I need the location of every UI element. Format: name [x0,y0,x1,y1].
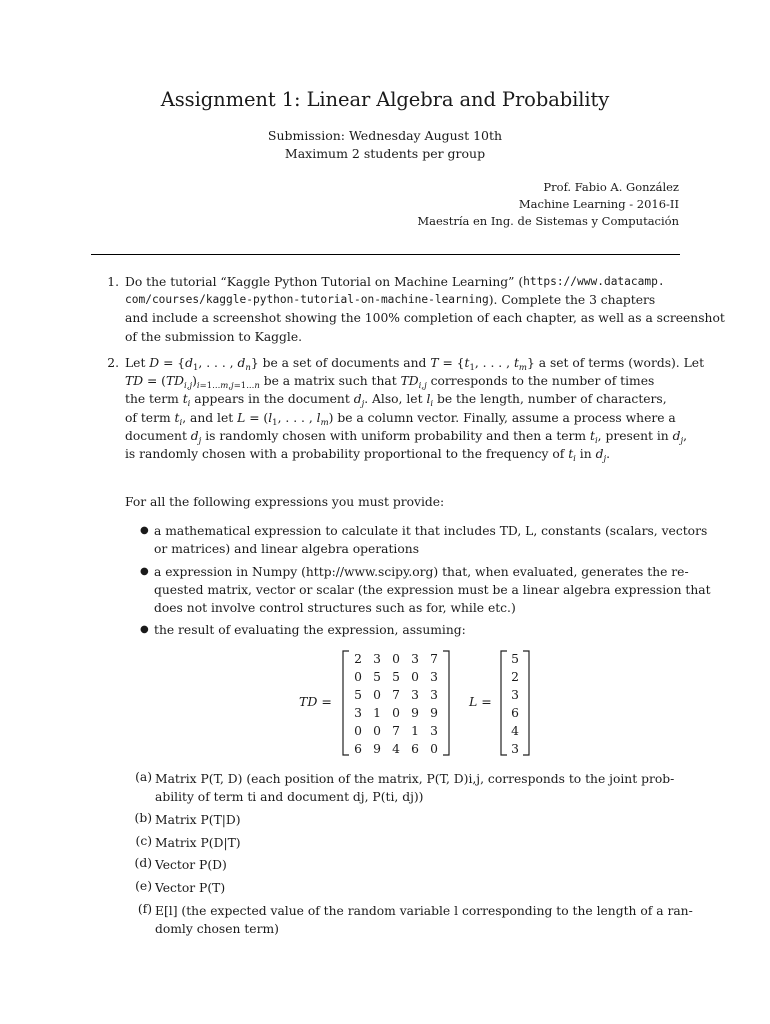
l-vector-cell: 6 [511,706,519,720]
td-matrix-cell: 3 [411,652,419,666]
bullet-line: a mathematical expression to calculate it that includes TD, L, constants (scalars, vectors [154,524,708,538]
td-matrix-cell: 4 [392,742,400,756]
subitem-line: ability of term ti and document dj, P(ti, dj)) [155,790,424,805]
td-matrix-cell: 1 [411,724,419,738]
td-matrix-cell: 1 [373,706,381,720]
bullet-line: a expression in Numpy (http://www.scipy.org) that, when evaluated, generates the re- [154,565,689,579]
author-name: Prof. Fabio A. González [543,180,679,194]
bullet-line: or matrices) and linear algebra operations [154,542,420,557]
td-matrix-cell: 0 [354,724,362,738]
subitem-d: Vector P(D) [155,858,227,872]
td-matrix-cell: 9 [430,706,438,720]
bullet-icon: ● [140,525,149,536]
program-name: Maestría en Ing. de Sistemas y Computación [417,214,679,228]
td-matrix-cell: 6 [411,742,419,756]
item-number: 1. [107,275,119,289]
td-matrix-cell: 3 [430,688,438,702]
td-matrix-cell: 9 [411,706,419,720]
td-matrix-cell: 7 [430,652,438,666]
td-matrix-cell: 0 [430,742,438,756]
course-name: Machine Learning - 2016-II [518,197,679,211]
td-matrix-cell: 0 [392,706,400,720]
subitem-label: (a) [135,770,152,784]
td-matrix-cell: 3 [354,706,362,720]
td-matrix-label: TD = [299,694,332,709]
subitem-line: Matrix P(T, D) (each position of the matrix, P(T, D)i,j, corresponds to the joint prob- [155,772,675,786]
l-vector-cell: 3 [511,688,519,702]
bullet-icon: ● [140,566,149,577]
td-matrix-cell: 9 [373,742,381,756]
td-matrix-cell: 3 [411,688,419,702]
subitem-label: (b) [134,811,152,825]
td-matrix-cell: 5 [354,688,362,702]
page-title: Assignment 1: Linear Algebra and Probability [160,88,610,111]
td-matrix-cell: 7 [392,688,400,702]
td-matrix-cell: 3 [430,724,438,738]
intro-text: For all the following expressions you must provide: [125,495,445,509]
subitem-line: domly chosen term) [155,922,279,937]
bullet-line: quested matrix, vector or scalar (the expression must be a linear algebra expression that [154,583,711,598]
item1-line: and include a screenshot showing the 100% completion of each chapter, as well as a screenshot [125,311,725,326]
submission-date: Submission: Wednesday August 10th [267,128,503,143]
td-matrix-cell: 0 [354,670,362,684]
header-rule [91,254,680,255]
l-vector-cell: 2 [511,670,519,684]
l-vector-cell: 3 [511,742,519,756]
td-matrix-cell: 0 [392,652,400,666]
subitem-label: (d) [134,856,152,870]
bullet-line: the result of evaluating the expression, assuming: [154,623,466,637]
l-vector-label: L = [469,694,492,709]
subitem-f [155,902,693,938]
td-matrix-cell: 5 [392,670,400,684]
subitem-label: (f) [137,902,152,916]
td-matrix-cell: 7 [392,724,400,738]
subitem-c: Matrix P(D|T) [155,836,241,850]
td-matrix-cell: 5 [373,670,381,684]
subitem-label: (e) [135,879,152,893]
l-vector-cell: 4 [511,724,519,738]
td-matrix-cell: 0 [373,688,381,702]
item1-text: ). Complete the 3 chapters [488,293,656,308]
item1-text: Do the tutorial “Kaggle Python Tutorial on Machine Learning” ( [125,275,524,289]
td-matrix-cell: 6 [354,742,362,756]
subitem-label: (c) [135,834,152,848]
item-number: 2. [107,356,119,370]
subitem-b: Matrix P(T|D) [155,813,241,827]
td-matrix-cell: 0 [411,670,419,684]
td-matrix-cell: 3 [430,670,438,684]
l-vector-cell: 5 [511,652,519,666]
tutorial-url-part1: https://www.datacamp. [523,275,665,288]
item1-line: of the submission to Kaggle. [125,329,303,344]
subitem-e: Vector P(T) [155,881,226,895]
tutorial-url-part2: com/courses/kaggle-python-tutorial-on-machine-learning [125,293,489,307]
group-size: Maximum 2 students per group [284,146,486,161]
bullet-icon: ● [140,624,149,635]
subitem-line: E[l] (the expected value of the random variable l corresponding to the length of a ran- [155,904,693,918]
td-matrix-cell: 0 [373,724,381,738]
subitem-a [155,770,680,806]
bullet-line: does not involve control structures such as for, while etc.) [154,601,516,616]
td-matrix-cell: 3 [373,652,381,666]
td-matrix-cell: 2 [354,652,362,666]
